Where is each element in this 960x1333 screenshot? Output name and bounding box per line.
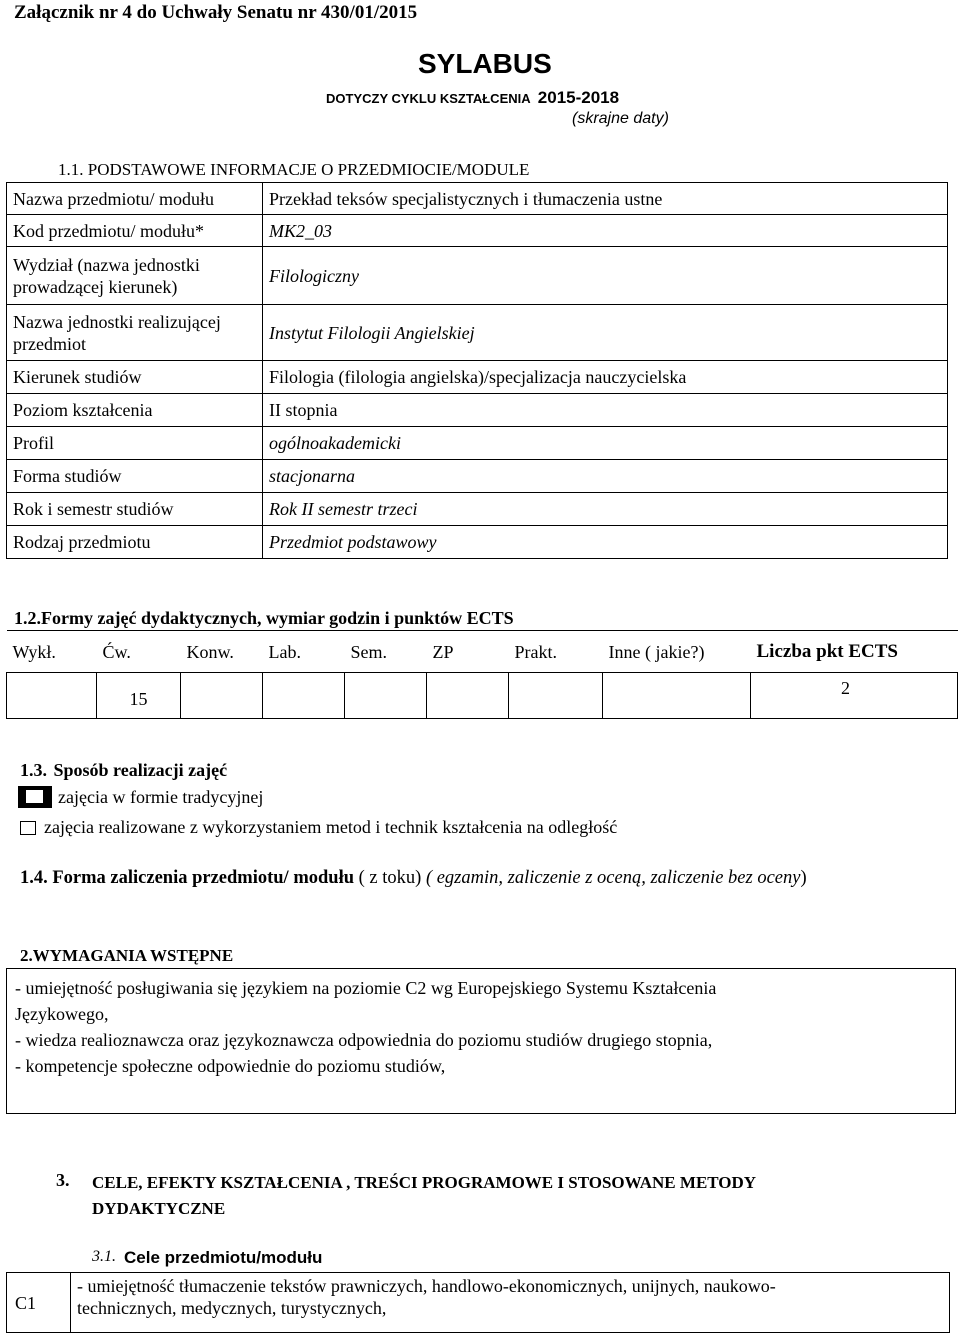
row-label: Poziom kształcenia xyxy=(7,394,263,427)
requirements-box xyxy=(6,968,956,1114)
option-traditional[interactable] xyxy=(18,786,263,808)
requirement-line: - kompetencje społeczne odpowiednie do poziomu studiów, xyxy=(15,1056,446,1076)
val-prakt xyxy=(509,673,603,719)
row-value: Instytut Filologii Angielskiej xyxy=(263,305,948,361)
table-row xyxy=(7,427,948,460)
goals-table xyxy=(6,1272,950,1333)
val-zp xyxy=(427,673,509,719)
col-inne: Inne ( jakie?) xyxy=(603,631,751,673)
option-remote-label: zajęcia realizowane z wykorzystaniem metod i technik kształcenia na odległość xyxy=(44,817,618,837)
section-1-3-heading: 1.3. Sposób realizacji zajęć xyxy=(20,760,228,780)
table-row xyxy=(7,183,948,215)
row-value: stacjonarna xyxy=(263,460,948,493)
section-1-4-options: ( egzamin, zaliczenie z oceną, zaliczenie bez oceny xyxy=(425,868,801,888)
row-value: Przekład teksów specjalistycznych i tłumaczenia ustne xyxy=(263,183,948,215)
option-remote[interactable] xyxy=(20,817,617,838)
row-label: Wydział (nazwa jednostki prowadzącej kierunek) xyxy=(7,247,263,305)
col-lab: Lab. xyxy=(263,631,345,673)
requirement-line: Językowego, xyxy=(15,1004,109,1024)
section-3-heading: CELE, EFEKTY KSZTAŁCENIA , TREŚCI PROGRAMOWE I STOSOWANE METODY DYDAKTYCZNE xyxy=(92,1173,757,1218)
row-label: Kod przedmiotu/ modułu* xyxy=(7,215,263,247)
section-3-number: 3. xyxy=(56,1170,70,1190)
checkbox-empty-icon[interactable] xyxy=(20,821,36,835)
cycle-note: (skrajne daty) xyxy=(572,110,669,127)
table-row xyxy=(7,526,948,559)
requirement-line: - umiejętność posługiwania się językiem na poziomie C2 wg Europejskiego Systemu Kształcenia xyxy=(15,978,717,998)
col-wykl: Wykł. xyxy=(7,631,97,673)
goal-id: C1 xyxy=(7,1273,71,1333)
val-konw xyxy=(181,673,263,719)
val-inne xyxy=(603,673,751,719)
table-row xyxy=(7,361,948,394)
table-row xyxy=(7,215,948,247)
cycle-label: DOTYCZY CYKLU KSZTAŁCENIA 2015-2018 xyxy=(326,88,620,107)
basic-info-table xyxy=(6,182,948,559)
checkbox-checked-icon[interactable] xyxy=(18,786,52,808)
val-cw: 15 xyxy=(97,673,181,719)
col-ects: Liczba pkt ECTS xyxy=(751,631,958,673)
section-1-4-heading: 1.4. Forma zaliczenia przedmiotu/ modułu xyxy=(20,868,354,888)
ects-header-row xyxy=(7,631,958,673)
table-row xyxy=(7,493,948,526)
row-label: Nazwa jednostki realizującej przedmiot xyxy=(7,305,263,361)
table-row xyxy=(7,1273,950,1333)
attachment-note: Załącznik nr 4 do Uchwały Senatu nr 430/01/2015 xyxy=(14,2,418,23)
row-value: ogólnoakademicki xyxy=(263,427,948,460)
row-label: Rok i semestr studiów xyxy=(7,493,263,526)
val-wykl xyxy=(7,673,97,719)
row-value: Rok II semestr trzeci xyxy=(263,493,948,526)
row-label: Profil xyxy=(7,427,263,460)
table-row xyxy=(7,247,948,305)
section-1-2-heading: 1.2.Formy zajęć dydaktycznych, wymiar godzin i punktów ECTS xyxy=(14,608,514,628)
option-traditional-label: zajęcia w formie tradycyjnej xyxy=(58,787,264,807)
val-ects: 2 xyxy=(751,673,958,719)
row-label: Forma studiów xyxy=(7,460,263,493)
col-konw: Konw. xyxy=(181,631,263,673)
section-2-heading: 2.WYMAGANIA WSTĘPNE xyxy=(20,946,234,965)
row-value: MK2_03 xyxy=(263,215,948,247)
row-label: Kierunek studiów xyxy=(7,361,263,394)
document-title: SYLABUS xyxy=(418,48,552,79)
goal-text: - umiejętność tłumaczenie tekstów prawniczych, handlowo-ekonomicznych, unijnych, naukowo- technicznych, medycznych, turystycznych, xyxy=(71,1273,950,1333)
ects-values-row xyxy=(7,673,958,719)
row-value: Przedmiot podstawowy xyxy=(263,526,948,559)
row-value: Filologiczny xyxy=(263,247,948,305)
section-1-4-plain: ( z toku) xyxy=(358,868,422,888)
col-cw: Ćw. xyxy=(97,631,181,673)
section-3-1-number: 3.1. xyxy=(92,1248,116,1265)
val-lab xyxy=(263,673,345,719)
section-1-4-line: 1.4. Forma zaliczenia przedmiotu/ modułu ( z toku) ( egzamin, zaliczenie z oceną, zaliczenie bez oceny) xyxy=(20,868,807,888)
col-prakt: Prakt. xyxy=(509,631,603,673)
col-zp: ZP xyxy=(427,631,509,673)
row-label: Rodzaj przedmiotu xyxy=(7,526,263,559)
table-row xyxy=(7,394,948,427)
col-sem: Sem. xyxy=(345,631,427,673)
val-sem xyxy=(345,673,427,719)
requirement-line: - wiedza realioznawcza oraz językoznawcza odpowiednia do poziomu studiów drugiego stopnia, xyxy=(15,1030,713,1050)
table-row xyxy=(7,305,948,361)
row-value: II stopnia xyxy=(263,394,948,427)
table-row xyxy=(7,460,948,493)
section-3-1-heading: Cele przedmiotu/modułu xyxy=(124,1248,323,1267)
row-label: Nazwa przedmiotu/ modułu xyxy=(7,183,263,215)
ects-table xyxy=(6,630,958,719)
row-value: Filologia (filologia angielska)/specjalizacja nauczycielska xyxy=(263,361,948,394)
section-1-1-heading: 1.1. PODSTAWOWE INFORMACJE O PRZEDMIOCIE/MODULE xyxy=(58,160,530,179)
